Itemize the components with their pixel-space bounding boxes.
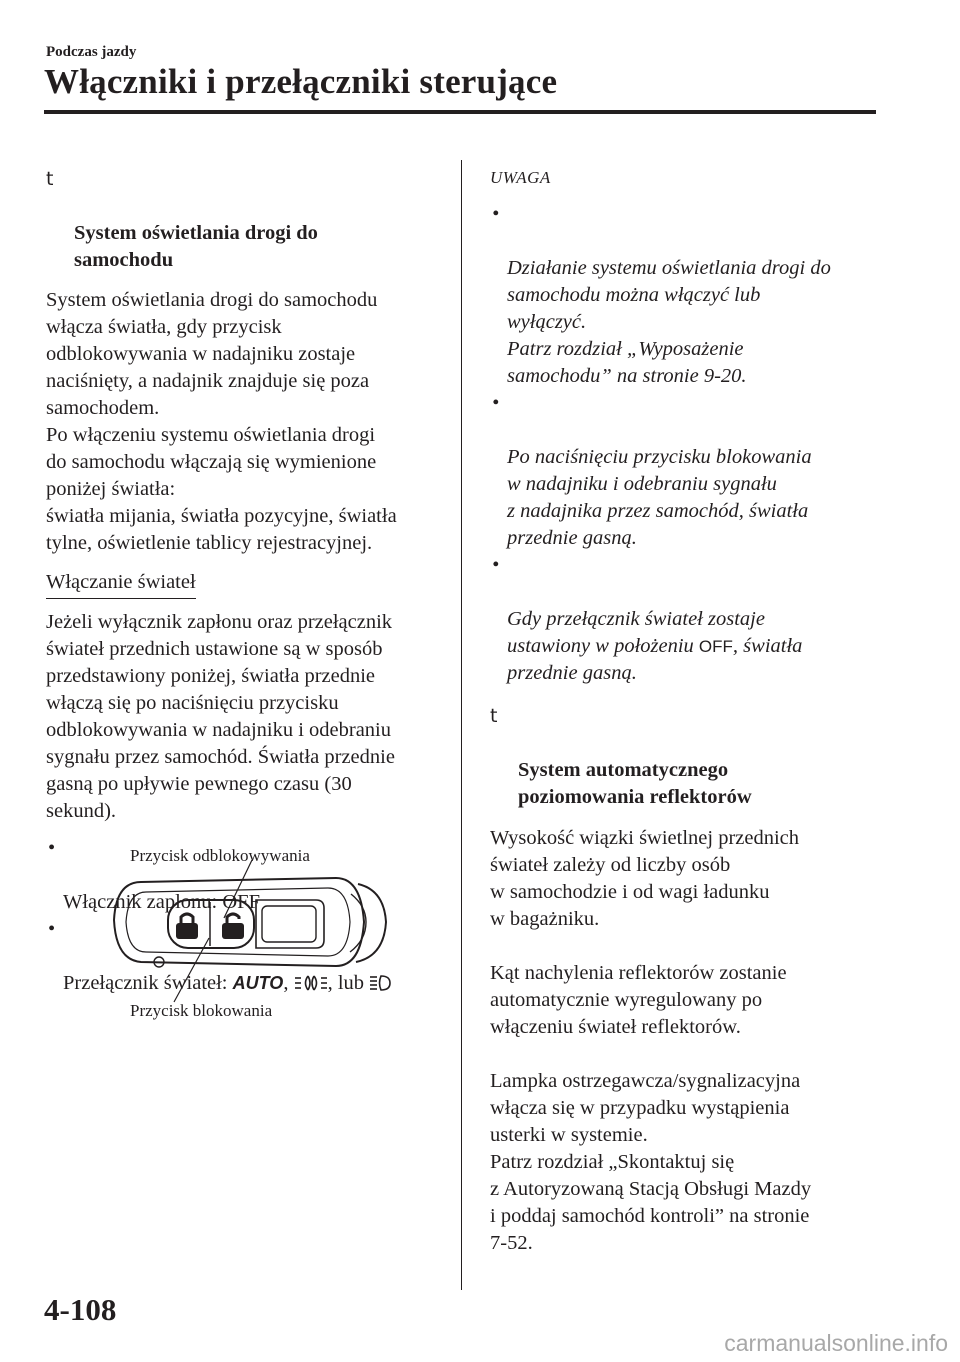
paragraph-beam-height: Wysokość wiązki świetlnej przednich świateł zależy od liczby osób w samochodzie i od wagi ładunku w bagażniku.	[490, 827, 800, 930]
note-item	[490, 552, 890, 687]
page-title: Włączniki i przełączniki sterujące	[44, 62, 558, 101]
lock-button-icon	[176, 914, 198, 939]
watermark: carmanualsonline.info	[724, 1330, 948, 1356]
section-marker: t	[46, 168, 54, 190]
note-item	[490, 201, 890, 390]
note-title: UWAGA	[490, 168, 551, 187]
paragraph-warning-light: Lampka ostrzegawcza/sygnalizacyjna włącza się w przypadku wystąpienia usterki w systemie. Patrz rozdział „Skontaktuj się z Autoryzowaną Stacją Obsługi Mazdy i poddaj samochód kontroli” na stronie 7-52.	[490, 1070, 812, 1254]
bullet-dot: •	[48, 918, 56, 940]
key-fob-body	[114, 878, 364, 966]
callout-lock-button: Przycisk blokowania	[130, 1001, 273, 1020]
bullet-text: Włącznik zapłonu: OFF	[63, 891, 260, 913]
page-number: 4-108	[44, 1292, 117, 1327]
section-heading-text: System oświetlania drogi do samochodu	[74, 222, 318, 271]
section-heading-text: System automatycznego poziomowania reflektorów	[518, 759, 752, 808]
key-fob-blade	[356, 884, 386, 962]
right-column	[490, 164, 890, 1257]
bullet-dot: •	[48, 837, 56, 859]
section-heading-illumination	[46, 166, 446, 274]
note-text: Gdy przełącznik świateł zostaje ustawiony w położeniu	[507, 608, 765, 657]
column-divider	[461, 160, 462, 1290]
bullet-dot: •	[492, 392, 500, 414]
auto-icon: AUTO	[232, 973, 284, 993]
subheading-wrapper	[46, 569, 446, 599]
paragraph-description: System oświetlania drogi do samochodu włącza światła, gdy przycisk odblokowywania w nadajniku zostaje naciśnięty, a nadajnik znajduje się poza samochodem. Po włączeniu systemu oświetlania drogi do samochodu włączają się wymienione poniżej światła: światła mijania, światła pozycyjne, światła tylne, oświetlenie tablicy rejestracyjnej.	[46, 289, 397, 554]
off-label: OFF	[698, 637, 733, 656]
section-marker: t	[490, 705, 498, 727]
bullet-dot: •	[492, 203, 500, 225]
note-text: Działanie systemu oświetlania drogi do samochodu można włączyć lub wyłączyć. Patrz rozdział „Wyposażenie samochodu” na stronie 9-20.	[507, 257, 831, 387]
note-text: Po naciśnięciu przycisku blokowania w nadajniku i odebraniu sygnału z nadajnika przez samochód, światła przednie gasną.	[507, 446, 812, 549]
key-fob-figure	[106, 860, 396, 1010]
paragraph-auto-adjust: Kąt nachylenia reflektorów zostanie automatycznie wyregulowany po włączeniu świateł reflektorów.	[490, 962, 787, 1038]
callout-unlock-button: Przycisk odblokowywania	[130, 846, 310, 865]
comma: ,	[283, 972, 294, 994]
hatch-button	[262, 906, 316, 942]
bullet-text: Przełącznik świateł:	[63, 972, 233, 994]
callout-line-unlock	[224, 860, 252, 918]
note-list	[490, 201, 890, 687]
bullet-dot: •	[492, 554, 500, 576]
subheading-turning-on: Włączanie świateł	[46, 569, 196, 599]
comma-or: , lub	[327, 972, 370, 994]
section-label: Podczas jazdy	[46, 44, 137, 60]
section-heading-leveling	[490, 703, 890, 811]
unlock-button-icon	[222, 914, 244, 939]
title-rule	[44, 110, 876, 114]
note-item	[490, 390, 890, 552]
note-text: , światła przednie gasną.	[507, 635, 803, 684]
paragraph-conditions: Jeżeli wyłącznik zapłonu oraz przełącznik świateł przednich ustawione są w sposób przedstawiony poniżej, światła przednie włączą się po naciśnięciu przycisku odblokowywania w nadajniku i odebraniu sygnału przez samochód. Światła przednie gasną po upływie pewnego czasu (30 sekund).	[46, 611, 395, 822]
